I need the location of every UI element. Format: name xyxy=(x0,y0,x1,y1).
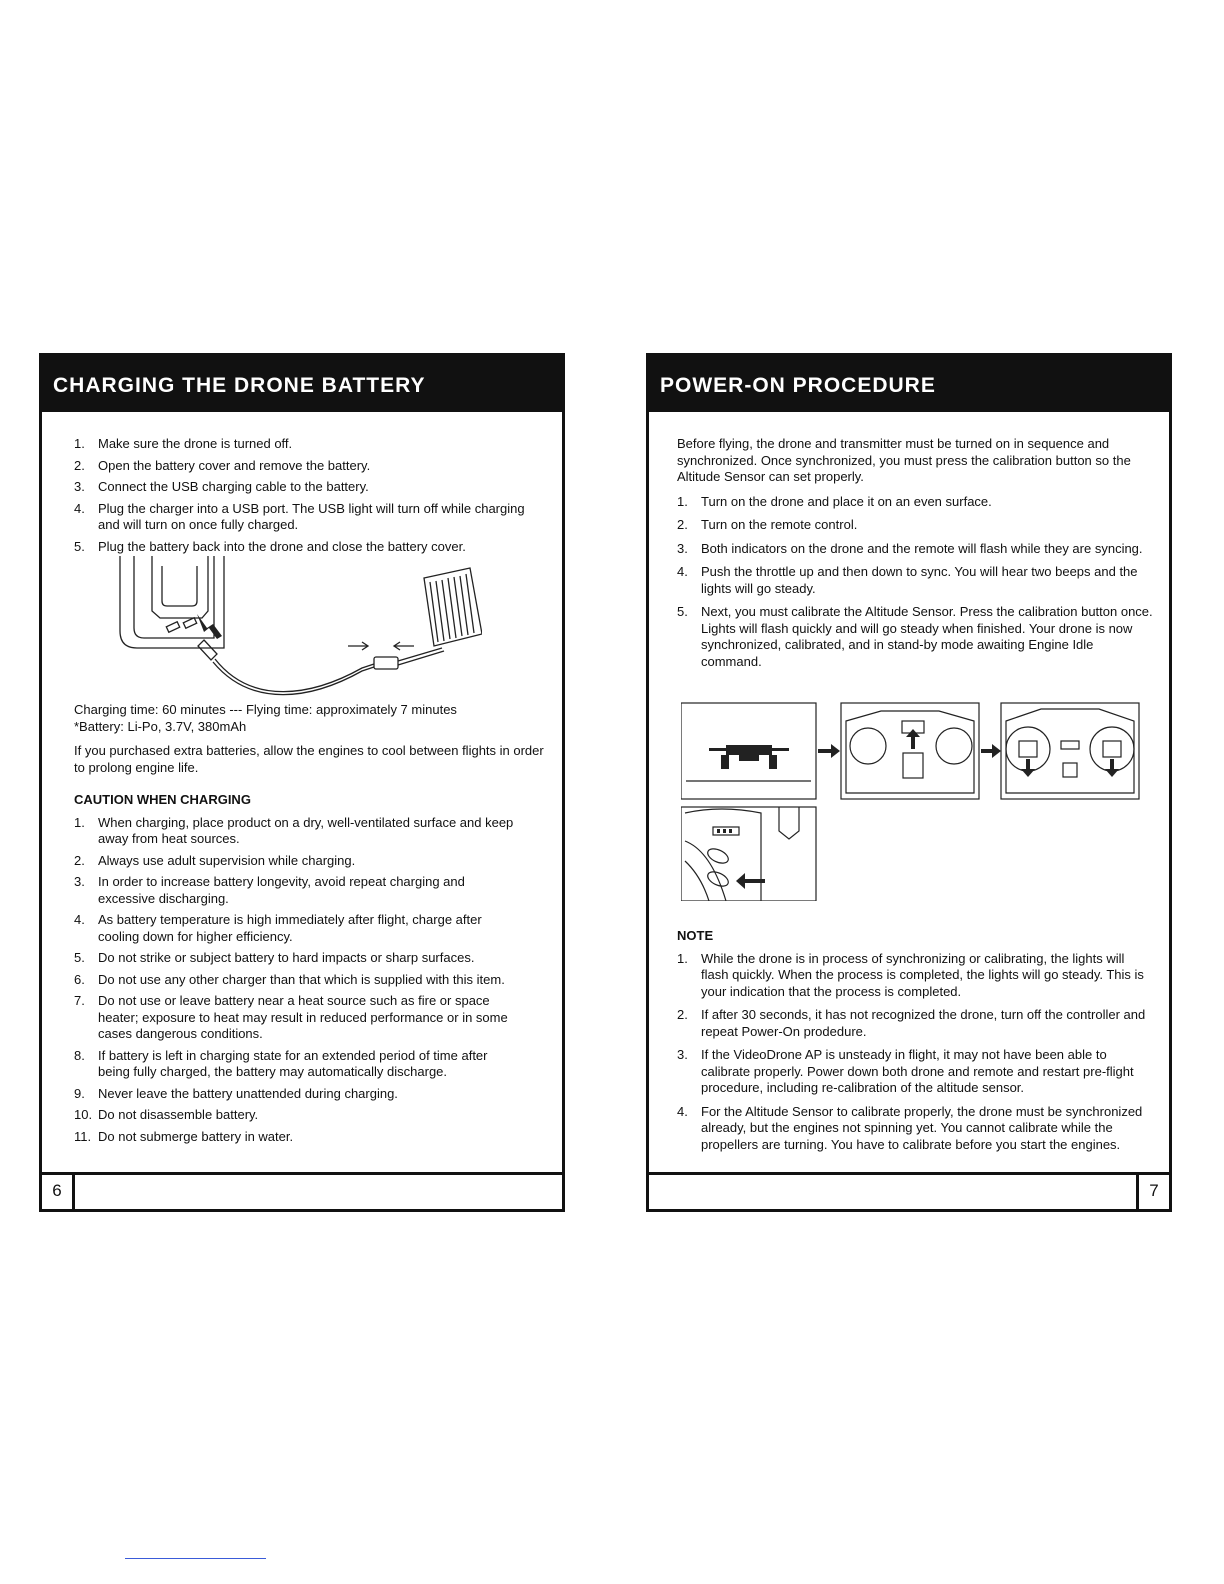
list-item: 5. Next, you must calibrate the Altitude Sensor. Press the calibration button once. Lights will flash quickly and will go steady when finished. Your drone is now synchronized, calibrated, and in stand-by mode awaiting Engine Idle command. xyxy=(677,604,1153,669)
section-header xyxy=(649,356,1169,412)
page-footer xyxy=(649,1172,1169,1209)
page-number: 6 xyxy=(42,1175,75,1209)
section-title: CHARGING THE DRONE BATTERY xyxy=(53,374,426,397)
battery-charging-illustration xyxy=(112,556,482,701)
page-number: 7 xyxy=(1136,1175,1169,1209)
intro-text: Before flying, the drone and transmitter must be turned on in sequence and synchronized. Once synchronized, you must press the calibration button so the Altitude Sensor can set properly. xyxy=(677,436,1131,484)
list-item: 3. Connect the USB charging cable to the battery. xyxy=(74,479,369,494)
list-item: 3. In order to increase battery longevity, avoid repeat charging and excessive discharging. xyxy=(74,874,465,906)
page-footer xyxy=(42,1172,562,1209)
list-item: 5. Plug the battery back into the drone and close the battery cover. xyxy=(74,538,466,554)
list-item: 2. Open the battery cover and remove the battery. xyxy=(74,457,371,473)
list-item: 4. For the Altitude Sensor to calibrate properly, the drone must be synchronized already, but the engines not spinning yet. You cannot calibrate while the propellers are turning. You have to calibrate before you start the engines. xyxy=(677,1103,1143,1152)
battery-info xyxy=(74,702,544,784)
note-section xyxy=(677,928,1155,1160)
list-item: 3. Both indicators on the drone and the remote will flash while they are syncing. xyxy=(677,540,1143,556)
list-item: 2. Turn on the remote control. xyxy=(677,517,858,532)
list-item: 1. While the drone is in process of synchronizing or calibrating, the lights will flash quickly. When the process is completed, the lights will go steady. This is your indication that the process is completed. xyxy=(677,950,1144,999)
list-item: 8. If battery is left in charging state for an extended period of time after being fully charged, the battery may automatically discharge. xyxy=(74,1047,488,1079)
list-item: 11. Do not submerge battery in water. xyxy=(74,1128,294,1144)
list-item: 4. Plug the charger into a USB port. The USB light will turn off while charging and will turn on once fully charged. xyxy=(74,500,525,532)
list-item: 1. Make sure the drone is turned off. xyxy=(74,436,293,451)
page-6 xyxy=(39,353,565,1212)
charging-steps xyxy=(74,436,526,560)
list-item: 4. Push the throttle up and then down to sync. You will hear two beeps and the lights will go steady. xyxy=(677,564,1138,596)
footer-rule xyxy=(125,1558,266,1559)
list-item: 10. Do not disassemble battery. xyxy=(74,1107,259,1122)
list-item: 6. Do not use any other charger than that which is supplied with this item. xyxy=(74,971,505,987)
section-header xyxy=(42,356,562,412)
list-item: 1. Turn on the drone and place it on an even surface. xyxy=(677,493,992,509)
list-item: 2. If after 30 seconds, it has not recognized the drone, turn off the controller and repeat Power-On prodedure. xyxy=(677,1007,1146,1039)
list-item: 9. Never leave the battery unattended during charging. xyxy=(74,1085,398,1101)
list-item: 5. Do not strike or subject battery to hard impacts or sharp surfaces. xyxy=(74,950,475,965)
list-item: 4. As battery temperature is high immediately after flight, charge after cooling down for higher efficiency. xyxy=(74,912,482,944)
extra-batteries-text: If you purchased extra batteries, allow the engines to cool between flights in order to prolong engine life. xyxy=(74,743,544,775)
list-item: 1. When charging, place product on a dry, well-ventilated surface and keep away from heat sources. xyxy=(74,814,514,846)
list-item: 7. Do not use or leave battery near a heat source such as fire or space heater; exposure to heat may result in reduced performance or in some cases dangerous conditions. xyxy=(74,993,508,1041)
page-7 xyxy=(646,353,1172,1212)
power-on-section xyxy=(677,436,1155,677)
power-on-illustrations xyxy=(681,701,1141,901)
caution-section xyxy=(74,792,522,1150)
battery-spec-text: *Battery: Li-Po, 3.7V, 380mAh xyxy=(74,718,247,734)
charging-time-text: Charging time: 60 minutes --- Flying time: approximately 7 minutes xyxy=(74,702,457,717)
section-title: POWER-ON PROCEDURE xyxy=(660,374,936,397)
list-item: 3. If the VideoDrone AP is unsteady in flight, it may not have been able to calibrate properly. Power down both drone and remote and restart pre-flight procedure, including re-calibration of the altitude sensor. xyxy=(677,1047,1134,1095)
caution-title: CAUTION WHEN CHARGING xyxy=(74,792,251,807)
note-title: NOTE xyxy=(677,928,714,943)
list-item: 2. Always use adult supervision while charging. xyxy=(74,852,356,868)
